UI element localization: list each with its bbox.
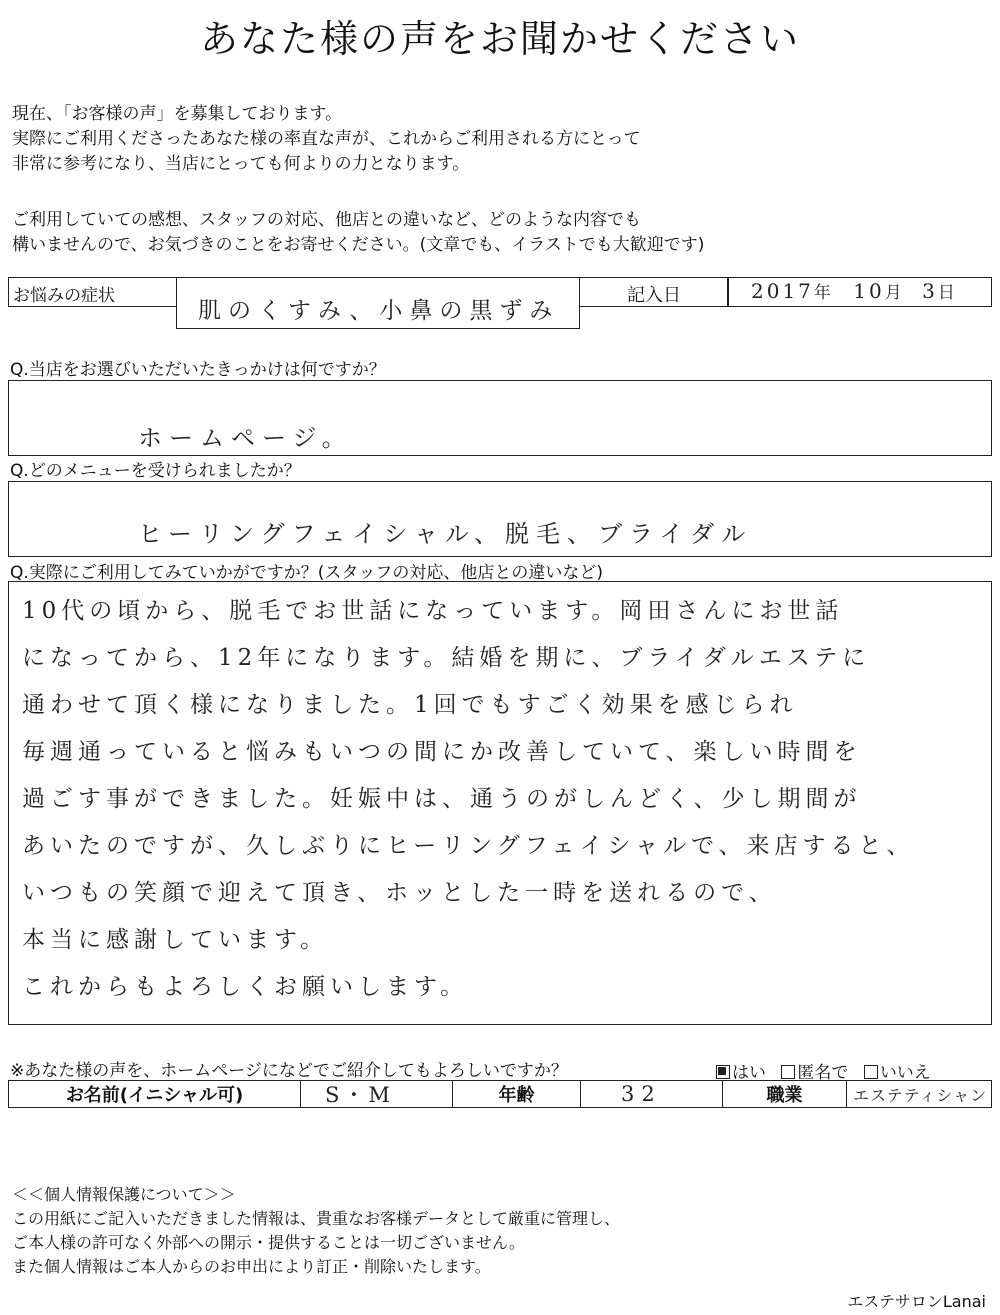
intro-text (12, 102, 641, 177)
entry-year: 2017 (751, 279, 814, 303)
symptoms-label: お悩みの症状 (13, 286, 115, 306)
consent-question: ※あなた様の声を、ホームページになどでご紹介してもよろしいですか？ (10, 1061, 568, 1081)
brand-name: エステサロンLanai (847, 1292, 986, 1311)
intro-line: ご利用していての感想、スタッフの対応、他店との違いなど、どのような内容でも (12, 210, 641, 230)
consent-option-label: いいえ (879, 1063, 931, 1083)
q3-answer-line: あいたのですが、久しぶりにヒーリングフェイシャルで、来店すると、 (22, 833, 915, 859)
entry-day: 3 (922, 279, 938, 303)
entry-day-unit: 日 (937, 283, 958, 303)
intro-line: 現在、「お客様の声」を募集しております。 (12, 104, 343, 124)
q3-answer-line: これからもよろしくお願いします。 (22, 974, 469, 1000)
intro-line: 構いませんので、お気づきのことをお寄せください。(文章でも、イラストでも大歓迎です) (12, 235, 705, 255)
name-value-cell (301, 1081, 453, 1107)
entry-year-unit: 年 (813, 283, 834, 303)
consent-option-label: はい (732, 1063, 766, 1083)
q3-answer-line: いつもの笑顔で迎えて頂き、ホッとした一時を送れるので、 (22, 880, 777, 906)
q3-answer-line: になってから、12年になります。結婚を期に、ブライダルエステに (22, 645, 871, 671)
entry-date-divider (727, 278, 729, 306)
profile-row (8, 1080, 992, 1108)
name-value: S・M (325, 1083, 394, 1107)
consent-option-label: 匿名で (797, 1063, 849, 1083)
entry-date-label: 記入日 (627, 285, 681, 306)
job-label-cell (723, 1081, 847, 1107)
job-value-cell (847, 1081, 991, 1107)
privacy-line: また個人情報はご本人からのお申出により訂正・削除いたします。 (12, 1257, 491, 1276)
q3-answer-line: 10代の頃から、脱毛でお世話になっています。岡田さんにお世話 (22, 598, 844, 624)
checkbox-icon[interactable] (781, 1065, 795, 1079)
q3-answer (22, 588, 915, 1011)
q3-answer-line: 毎週通っていると悩みもいつの間にか改善していて、楽しい時間を (22, 739, 862, 765)
q3-answer-line: 通わせて頂く様になりました。1回でもすごく効果を感じられ (22, 692, 798, 718)
q1-question: Q.当店をお選びいただいたきっかけは何ですか？ (10, 360, 386, 380)
name-label-cell (9, 1081, 301, 1107)
symptoms-value: 肌のくすみ、小鼻の黒ずみ (198, 298, 560, 324)
q3-question: Q.実際にご利用してみていかがですか？(スタッフの対応、他店との違いなど) (10, 563, 604, 583)
privacy-line: ご本人様の許可なく外部への開示・提供することは一切ございません。 (12, 1233, 525, 1252)
intro-line: 非常に参考になり、当店にとっても何よりの力となります。 (12, 154, 470, 174)
checkbox-checked-icon[interactable] (716, 1065, 730, 1079)
q3-answer-line: 本当に感謝しています。 (22, 927, 329, 953)
q1-answer: ホームページ。 (138, 424, 353, 452)
name-label: お名前(イニシャル可) (65, 1085, 244, 1106)
privacy-line: この用紙にご記入いただきました情報は、貴重なお客様データとして厳重に管理し、 (12, 1209, 621, 1228)
q2-question: Q.どのメニューを受けられましたか？ (10, 461, 301, 481)
privacy-heading: ＜＜個人情報保護について＞＞ (12, 1185, 236, 1204)
q3-answer-line: 過ごす事ができました。妊娠中は、通うのがしんどく、少し期間が (22, 786, 862, 812)
checkbox-icon[interactable] (864, 1065, 878, 1079)
age-label-cell (453, 1081, 581, 1107)
entry-date-value (751, 278, 958, 303)
entry-month: 10 (853, 279, 885, 303)
job-label: 職業 (766, 1085, 803, 1106)
age-label: 年齢 (498, 1085, 535, 1106)
q2-answer: ヒーリングフェイシャル、脱毛、ブライダル (138, 520, 753, 548)
age-value: 32 (621, 1082, 662, 1106)
privacy-notice (12, 1183, 620, 1279)
age-value-cell (581, 1081, 723, 1107)
job-value: エステティシャン (853, 1085, 988, 1105)
intro-line: 実際にご利用くださったあなた様の率直な声が、これからご利用される方にとって (12, 129, 641, 149)
intro-text-2 (12, 208, 704, 258)
entry-month-unit: 月 (884, 283, 905, 303)
page-title: あなた様の声をお聞かせください (199, 17, 800, 61)
